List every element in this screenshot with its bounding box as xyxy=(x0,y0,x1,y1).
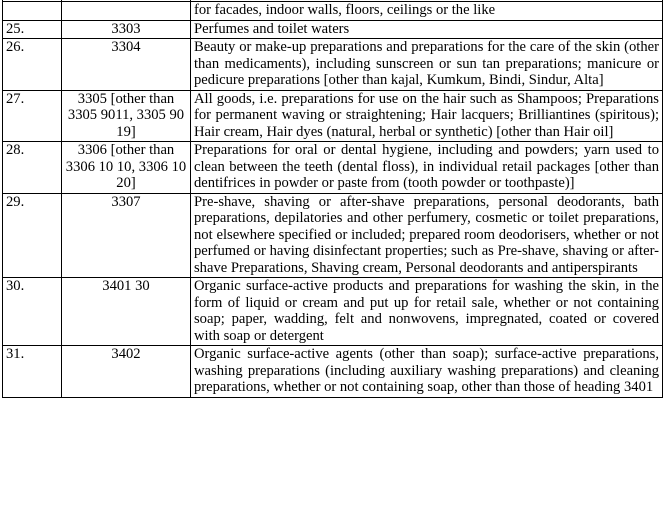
table-row xyxy=(3,39,663,91)
tariff-heading: 3401 30 xyxy=(62,278,191,346)
goods-description: All goods, i.e. preparations for use on the hair such as Shampoos; Preparations for permanent waving or straightening; Hair lacquers; Brilliantines (spiritous); Hair cream, Hair dyes (natural, herbal or synthetic) [other than Hair oil] xyxy=(191,90,663,142)
table-row xyxy=(3,346,663,398)
tariff-heading: 3402 xyxy=(62,346,191,398)
tariff-table xyxy=(2,0,663,398)
serial-number: 26. xyxy=(3,39,62,91)
serial-number: 25. xyxy=(3,20,62,39)
table-row xyxy=(3,278,663,346)
serial-number: 30. xyxy=(3,278,62,346)
tariff-heading: 3303 xyxy=(62,20,191,39)
goods-description: Perfumes and toilet waters xyxy=(191,20,663,39)
tariff-heading xyxy=(62,2,191,21)
table-row xyxy=(3,20,663,39)
tariff-heading: 3307 xyxy=(62,193,191,278)
table-row xyxy=(3,193,663,278)
serial-number: 28. xyxy=(3,142,62,194)
goods-description: Pre-shave, shaving or after-shave preparations, personal deodorants, bath preparations, depilatories and other perfumery, cosmetic or toilet preparations, not elsewhere specified or included; prepared room deodorisers, whether or not perfumed or having disinfectant properties; such as Pre-shave, shaving or after-shave Preparations, Shaving cream, Personal deodorants and antiperspirants xyxy=(191,193,663,278)
table-row xyxy=(3,142,663,194)
goods-description: Organic surface-active products and preparations for washing the skin, in the form of liquid or cream and put up for retail sale, whether or not containing soap; paper, wadding, felt and nonwovens, impregnated, coated or covered with soap or detergent xyxy=(191,278,663,346)
goods-description: Beauty or make-up preparations and preparations for the care of the skin (other than medicaments), including sunscreen or sun tan preparations; manicure or pedicure preparations [other than kajal, Kumkum, Bindi, Sindur, Alta] xyxy=(191,39,663,91)
serial-number xyxy=(3,2,62,21)
goods-description: for facades, indoor walls, floors, ceilings or the like xyxy=(191,2,663,21)
table-row xyxy=(3,2,663,21)
serial-number: 27. xyxy=(3,90,62,142)
goods-description: Organic surface-active agents (other than soap); surface-active preparations, washing preparations (including auxiliary washing preparations) and cleaning preparations, whether or not containing soap, other than those of heading 3401 xyxy=(191,346,663,398)
serial-number: 31. xyxy=(3,346,62,398)
tariff-heading: 3306 [other than 3306 10 10, 3306 10 20] xyxy=(62,142,191,194)
tariff-heading: 3305 [other than 3305 9011, 3305 90 19] xyxy=(62,90,191,142)
goods-description: Preparations for oral or dental hygiene, including and powders; yarn used to clean between the teeth (dental floss), in individual retail packages [other than dentifrices in powder or paste from (tooth powder or toothpaste)] xyxy=(191,142,663,194)
serial-number: 29. xyxy=(3,193,62,278)
tariff-heading: 3304 xyxy=(62,39,191,91)
table-row xyxy=(3,90,663,142)
